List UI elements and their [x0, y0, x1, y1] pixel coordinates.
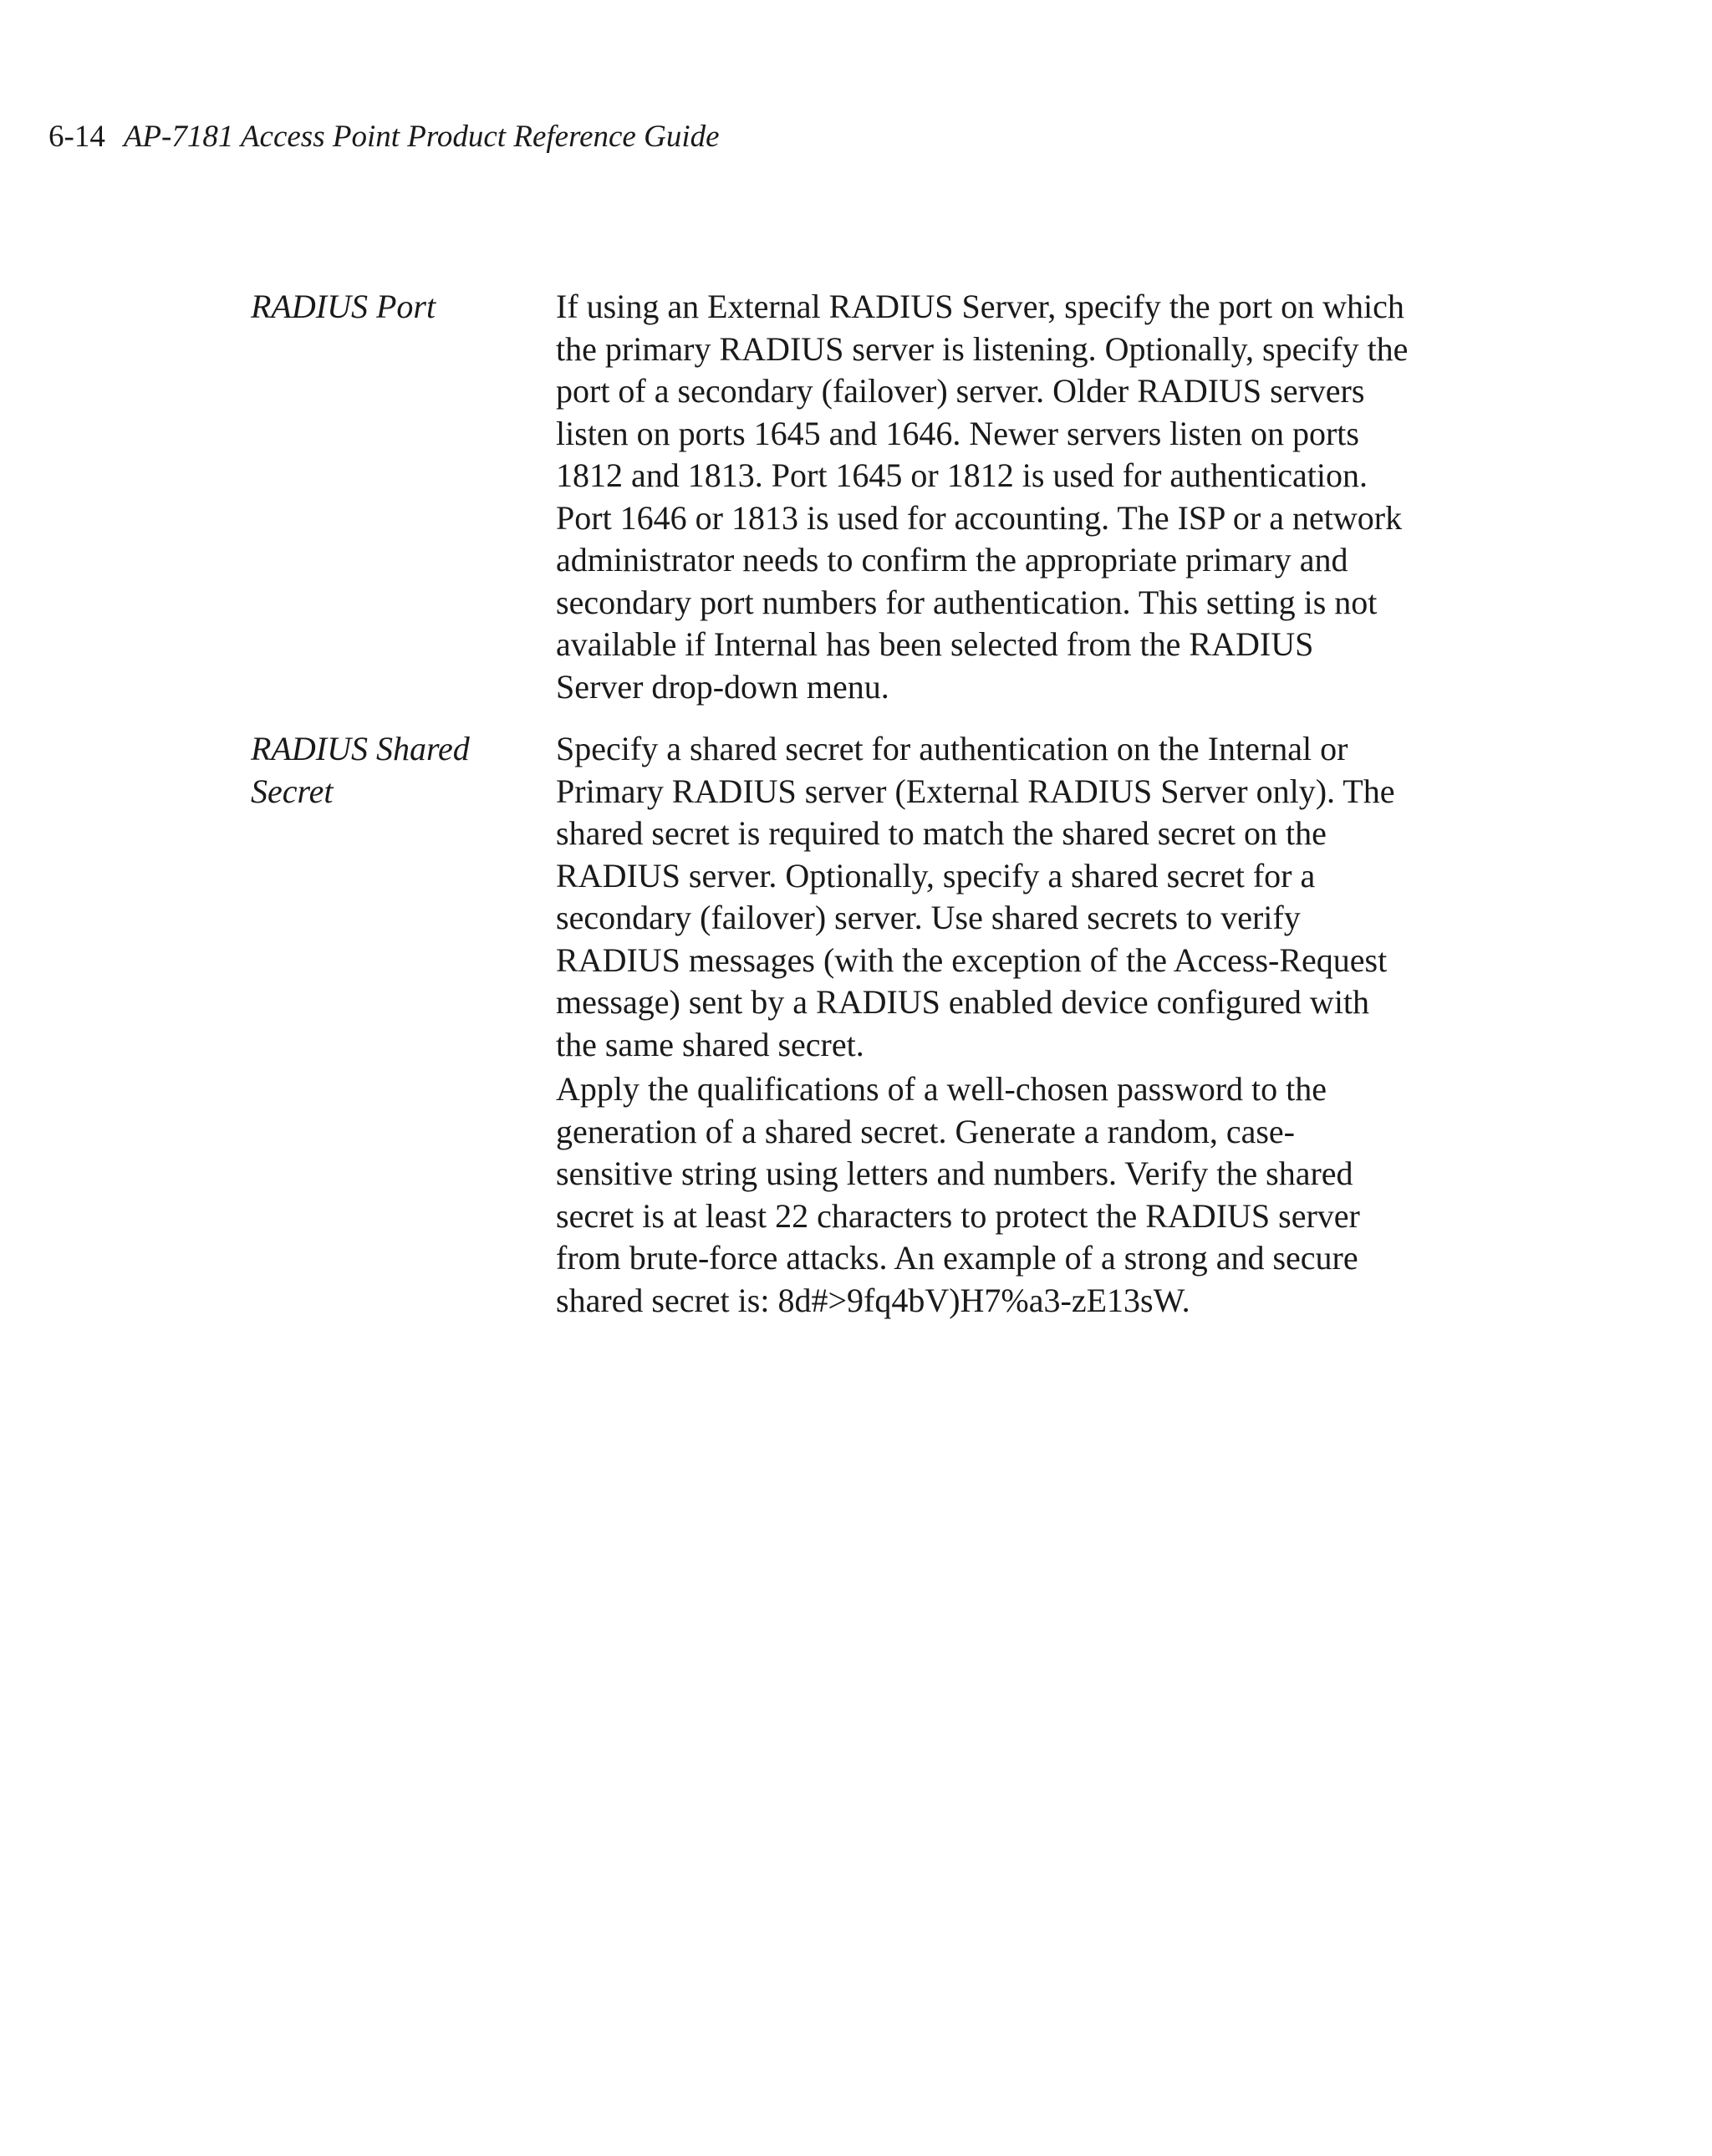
param-description: [556, 286, 1409, 708]
document-title: AP-7181 Access Point Product Reference Guide: [123, 120, 720, 154]
param-row-radius-shared-secret: [251, 728, 1409, 1322]
param-description: [556, 728, 1409, 1322]
description-paragraph: Apply the qualifications of a well-chosen password to the generation of a shared secret. Generate a random, case-sensitive string using letters and numbers. Verify the shared secret is at least 22 characters to protect the RADIUS server from brute-force attacks. An example of a strong and secure shared secret is: 8d#>9fq4bV)H7%a3-zE13sW.: [556, 1070, 1360, 1319]
param-name: RADIUS Shared Secret: [251, 730, 470, 810]
parameter-table: [251, 286, 1409, 1322]
param-row-radius-port: [251, 286, 1409, 708]
param-name: RADIUS Port: [251, 288, 436, 325]
description-paragraph: If using an External RADIUS Server, specify the port on which the primary RADIUS server is listening. Optionally, specify the port of a secondary (failover) server. Older RADIUS servers listen on ports 1645 and 1646. Newer servers listen on ports 1812 and 1813. Port 1645 or 1812 is used for authentication. Port 1646 or 1813 is used for accounting. The ISP or a network administrator needs to confirm the appropriate primary and secondary port numbers for authentication. This setting is not available if Internal has been selected from the RADIUS Server drop-down menu.: [556, 288, 1409, 706]
page-header: [48, 115, 720, 159]
page-number: 6-14: [48, 120, 105, 154]
description-paragraph: Specify a shared secret for authentication on the Internal or Primary RADIUS server (External RADIUS Server only). The shared secret is required to match the shared secret on the RADIUS server. Optionally, specify a shared secret for a secondary (failover) server. Use shared secrets to verify RADIUS messages (with the exception of the Access-Request message) sent by a RADIUS enabled device configured with the same shared secret.: [556, 730, 1395, 1063]
